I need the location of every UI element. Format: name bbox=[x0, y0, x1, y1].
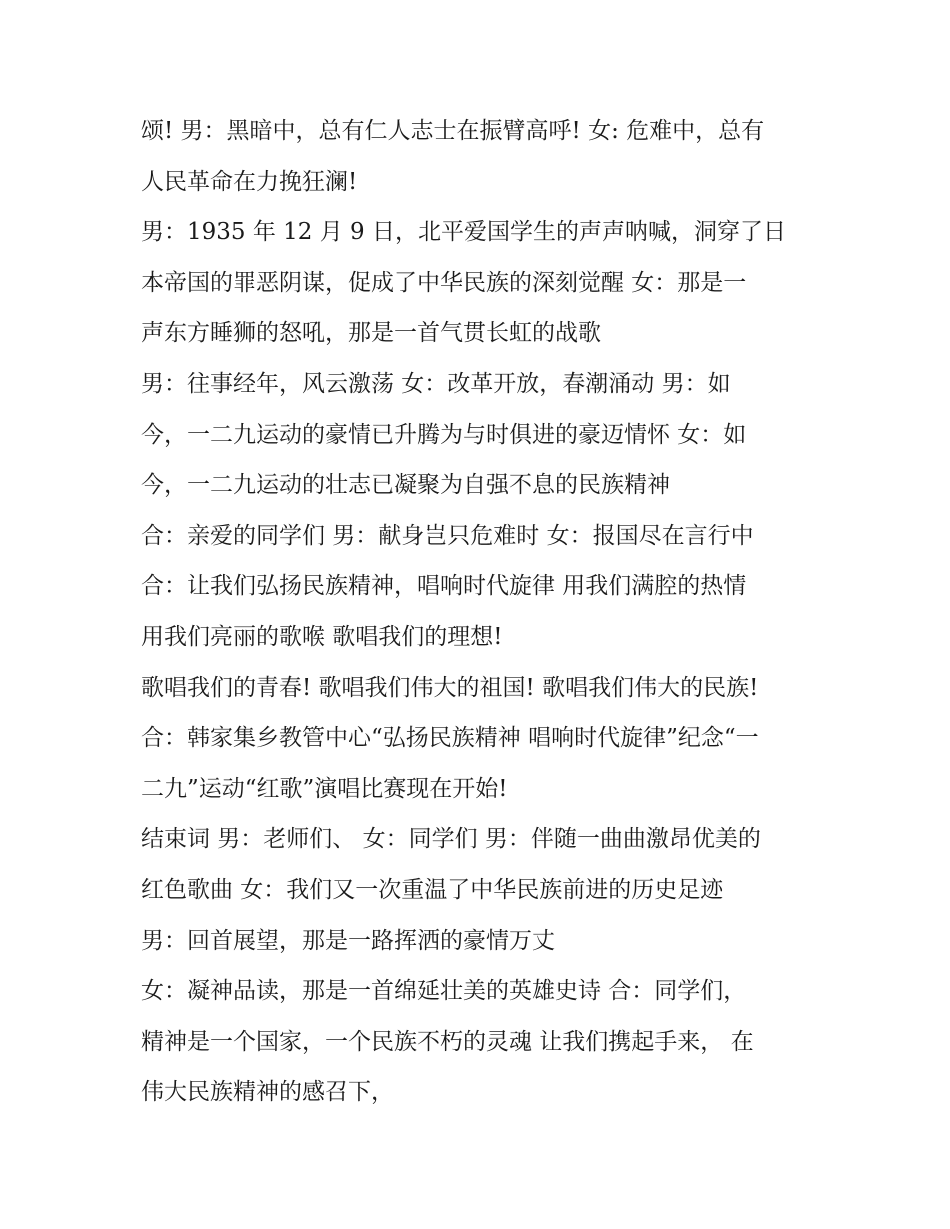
text-line: 男：回首展望，那是一路挥洒的豪情万丈 bbox=[141, 927, 555, 954]
document-body bbox=[141, 106, 811, 1118]
text-line: 声东方睡狮的怒吼，那是一首气贯长虹的战歌 bbox=[141, 320, 601, 347]
text-line: 结束词 男：老师们、 女：同学们 男：伴随一曲曲激昂优美的 bbox=[141, 826, 761, 853]
text-line: 今，一二九运动的豪情已升腾为与时俱进的豪迈情怀 女：如 bbox=[141, 421, 747, 448]
text-line: 本帝国的罪恶阴谋，促成了中华民族的深刻觉醒 女：那是一 bbox=[141, 269, 747, 296]
text-line: 颂! 男：黑暗中，总有仁人志士在振臂高呼! 女: 危难中，总有 bbox=[141, 118, 765, 144]
text-line: 女：凝神品读，那是一首绵延壮美的英雄史诗 合：同学们， bbox=[141, 978, 747, 1005]
text-line: 红色歌曲 女：我们又一次重温了中华民族前进的历史足迹 bbox=[141, 876, 724, 903]
text-line: 今，一二九运动的壮志已凝聚为自强不息的民族精神 bbox=[141, 472, 670, 499]
text-line: 歌唱我们的青春! 歌唱我们伟大的祖国! 歌唱我们伟大的民族! bbox=[141, 674, 759, 701]
text-line: 伟大民族精神的感召下， bbox=[141, 1079, 394, 1106]
text-line: 合：亲爱的同学们 男：献身岂只危难时 女：报国尽在言行中 bbox=[141, 522, 754, 549]
text-line: 精神是一个国家，一个民族不朽的灵魂 让我们携起手来， 在 bbox=[141, 1028, 754, 1055]
text-line: 男：1935 年 12 月 9 日，北平爱国学生的声声呐喊，洞穿了日 bbox=[141, 219, 786, 246]
text-line: 合：让我们弘扬民族精神，唱响时代旋律 用我们满腔的热情 bbox=[141, 573, 747, 600]
text-line: 二九”运动“红歌”演唱比赛现在开始! bbox=[141, 775, 508, 802]
text-line: 男：往事经年，风云激荡 女：改革开放，春潮涌动 男：如 bbox=[141, 370, 731, 397]
text-line: 合：韩家集乡教管中心“弘扬民族精神 唱响时代旋律”纪念“一 bbox=[141, 725, 759, 752]
text-line: 人民革命在力挽狂澜! bbox=[141, 168, 358, 195]
text-line: 用我们亮丽的歌喉 歌唱我们的理想! bbox=[141, 623, 503, 650]
